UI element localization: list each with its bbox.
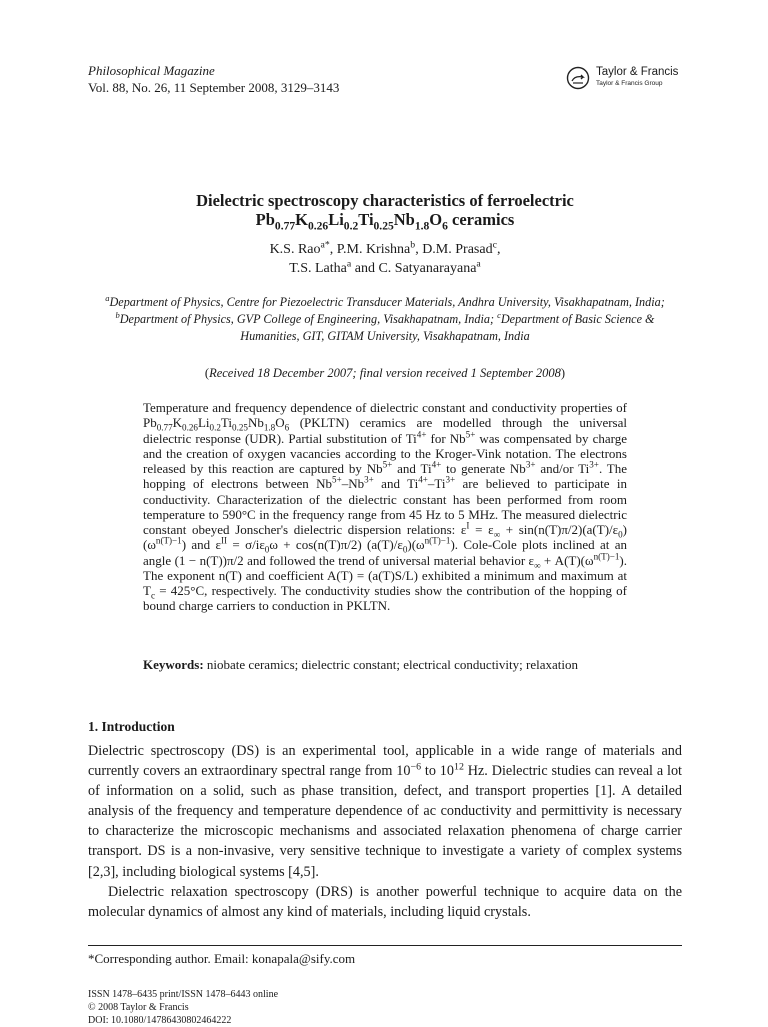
author-list <box>88 240 682 278</box>
journal-header <box>88 62 339 96</box>
footnote-divider <box>88 945 682 946</box>
abstract: Temperature and frequency dependence of dielectric constant and conductivity properties of $Pb_{0.77}K_{0.26}Li_{0.2}Ti_{0.25}Nb_{1.8}O_6$ (PKLTN) ceramics are modelled through the universal dielectric response (UDR). Partial substitution of $Ti^{4+}$ for $Nb^{5+}$ was compensated by charge and the creation of oxygen vacancies according to the Kroger-Vink notation. The electrons released by this reaction are captured by $Nb^{5+}$ and $Ti^{4+}$ to generate $Nb^{3+}$ and/or $Ti^{3+}$. The hopping of electrons between $Nb^{5+}-Nb^{3+}$ and $Ti^{4+}-Ti^{3+}$ are believed to participate in conductivity. Characterization of the dielectric constant has been performed from room temperature to 590°C in the frequency range from 45 Hz to 5 MHz. The measured dielectric constant obeyed Jonscher's dielectric dispersion relations: $\varepsilon^I = \varepsilon_\infty + \sin(n(T)\pi/2)(a(T)/\varepsilon_0)(\omega^{n(T)-1})$ and $\varepsilon^{II} = \sigma/i\varepsilon_0\omega + \cos(n(T)\pi/2)$ $(a(T)/\varepsilon_0)(\omega^{n(T)-1})$. Cole-Cole plots inclined at an angle (1 − n(T))π/2 and followed the trend of universal material behavior $\varepsilon_\infty + A(T)(\omega^{n(T)-1})$. The exponent n(T) and coefficient A(T) = (a(T)S/L) exhibited a minimum and maximum at $T_c = 425^\circ C$, respectively. The conductivity studies show the contribution of the hopping of bound charge carriers to conduction in PKLTN. <box>143 400 628 614</box>
author-name: C. Satyanarayana <box>378 261 477 276</box>
footnote: *Corresponding author. Email: konapala@sify.com <box>88 951 356 966</box>
journal-citation: Vol. 88, No. 26, 11 September 2008, 3129–3143 <box>88 80 340 95</box>
paragraph: Dielectric relaxation spectroscopy (DRS) is another powerful technique to acquire data on the molecular dynamics of almost any kind of materials, including liquid crystals. <box>88 883 682 920</box>
authors-line-2: T.S. Latha$^a$ and C. Satyanarayana$^a$ <box>289 258 481 276</box>
copyright-line: © 2008 Taylor & Francis <box>88 1002 189 1013</box>
title-line-1: Dielectric spectroscopy characteristics of ferroelectric <box>196 191 574 210</box>
publisher-group: Taylor & Francis Group <box>596 80 663 87</box>
doi-line: DOI: 10.1080/14786430802464222 <box>88 1015 232 1026</box>
received-dates: (Received 18 December 2007; final version received 1 September 2008) <box>204 366 566 380</box>
authors-line-1: K.S. Rao$^{a*}$, P.M. Krishna$^b$, D.M. Prasad$^c$, <box>269 239 501 257</box>
keywords-label: Keywords: <box>143 657 204 672</box>
publisher-name: Taylor & Francis <box>596 66 679 78</box>
publisher-logo <box>566 66 686 92</box>
issn-block <box>88 988 278 1027</box>
taylor-francis-logo-icon <box>566 66 590 90</box>
keywords: Keywords: niobate ceramics; dielectric constant; electrical conductivity; relaxation <box>143 657 578 672</box>
article-title <box>88 191 682 233</box>
body-text <box>88 741 682 922</box>
author-name: P.M. Krishna <box>336 242 411 257</box>
paragraph: Dielectric spectroscopy (DS) is an experimental tool, applicable in a wide range of materials and currently covers an extraordinary spectral range from $10^{-6}$ to $10^{12}$ Hz. Dielectric studies can reveal a lot of information on a solid, such as phase transition, defect, and transport properties [1]. A detailed analysis of the frequency and temperature dependence of ac conductivity and permittivity is necessary to characterize the microscopic mechanisms and associated relaxation phenomena of charge carrier transport. DS is a non-invasive, very sensitive technique to investigate a variety of complex systems [2,3], including biological systems [4,5]. <box>88 743 682 880</box>
section-heading: 1. Introduction <box>88 719 175 734</box>
title-line-2: $Pb_{0.77}K_{0.26}Li_{0.2}Ti_{0.25}Nb_{1.8}O_6$ ceramics <box>255 210 515 233</box>
issn-line: ISSN 1478–6435 print/ISSN 1478–6443 online <box>88 989 279 1000</box>
journal-name: Philosophical Magazine <box>88 63 215 78</box>
author-name: T.S. Latha <box>289 261 347 276</box>
affiliations: $^a$Department of Physics, Centre for Piezoelectric Transducer Materials, Andhra University, Visakhapatnam, India; $^b$Department of Physics, GVP College of Engineering, Visakhapatnam, India; $^c$Department of Basic Science & Humanities, GIT, GITAM University, Visakhapatnam, India <box>105 292 665 343</box>
author-name: D.M. Prasad <box>422 242 493 257</box>
author-name: K.S. Rao <box>269 242 321 257</box>
